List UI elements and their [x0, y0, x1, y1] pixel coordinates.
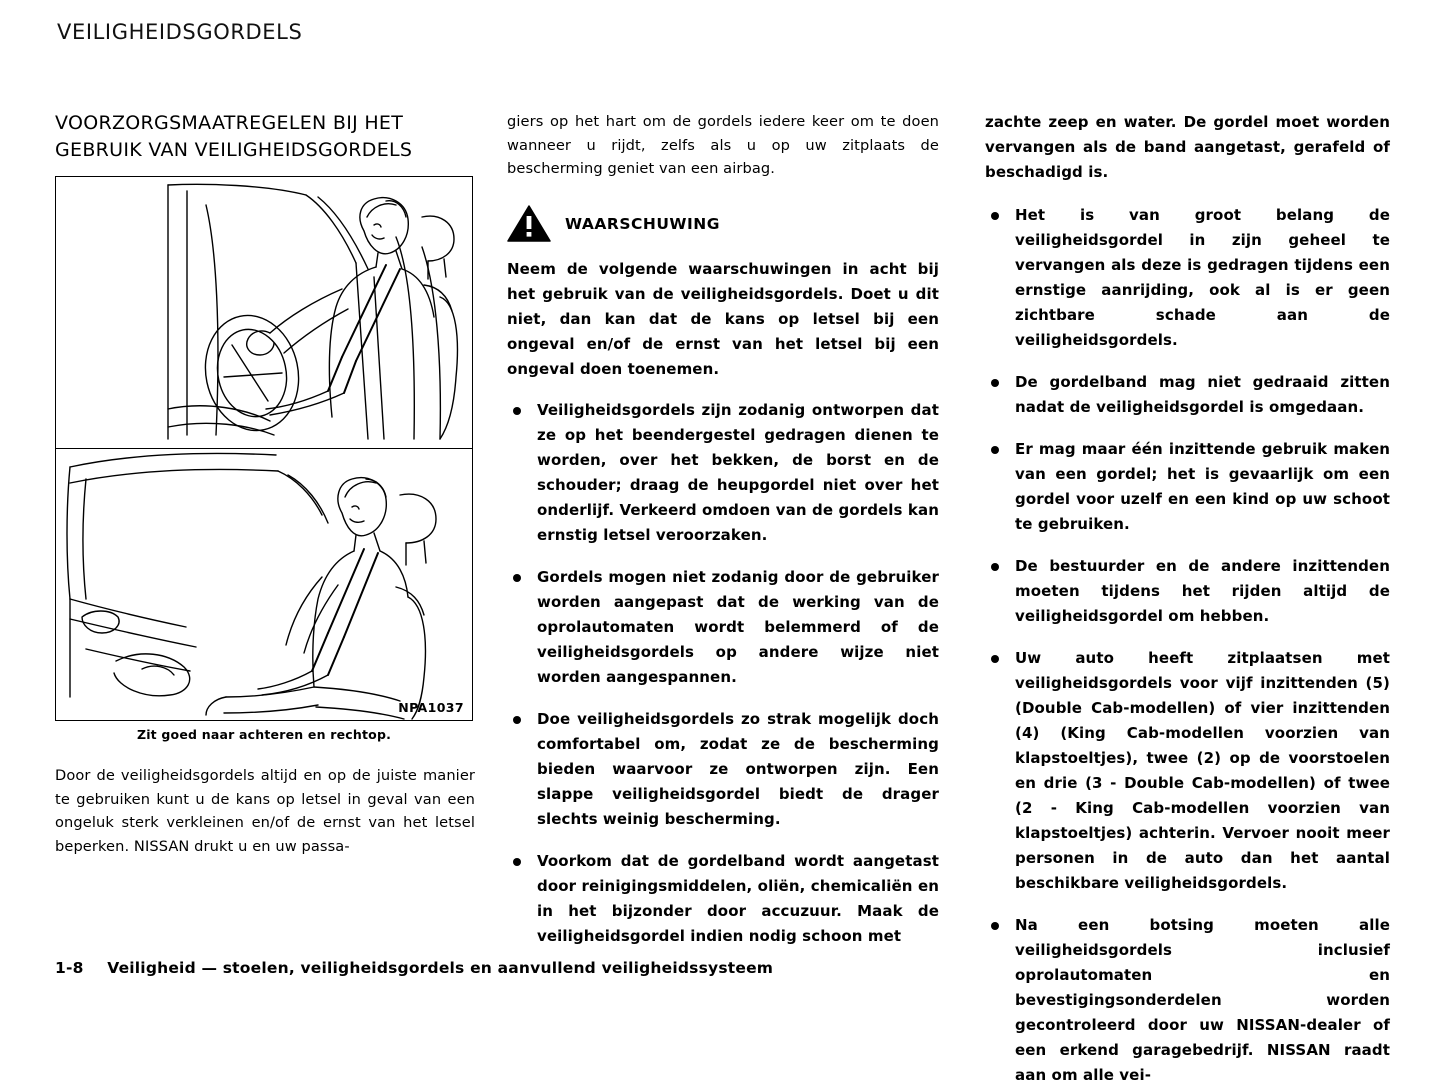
section-title: VOORZORGSMAATREGELEN BIJ HET GEBRUIK VAN VEILIGHEIDSGORDELS: [55, 112, 413, 161]
figure-caption: Zit goed naar achteren en rechtop.: [136, 727, 392, 742]
posture-illustration-svg: [56, 449, 473, 721]
page-title: VEILIGHEIDSGORDELS: [57, 20, 303, 44]
list-item: Gordels mogen niet zodanig door de gebruiker worden aangepast dat de werking van de oprolautomaten wordt belemmerd of de veiligheidsgordels op andere wijze niet worden aangespannen.: [507, 565, 939, 690]
list-item: Doe veiligheidsgordels zo strak mogelijk doch comfortabel om, zodat ze de bescherming bieden waarvoor ze ontworpen zijn. Een slappe veiligheidsgordel biedt de drager slechts weinig bescherming.: [507, 707, 939, 832]
warning-triangle-icon: [507, 205, 551, 243]
figure-code: NPA1037: [398, 700, 464, 715]
list-item: Voorkom dat de gordelband wordt aangetast door reinigingsmiddelen, oliën, chemicaliën en in het bijzonder door accuzuur. Maak de veiligheidsgordel indien nodig schoon met: [507, 849, 939, 949]
column-right: [985, 110, 1390, 1084]
footer-chapter-title: Veiligheid — stoelen, veiligheidsgordels en aanvullend veiligheidssysteem: [107, 959, 774, 977]
figure-illustration: [55, 176, 473, 721]
figure-bottom-posture: [56, 449, 473, 721]
list-item: Uw auto heeft zitplaatsen met veiligheidsgordels voor vijf inzittenden (5) (Double Cab-modellen) of vier inzittenden (4) (King Cab-modellen voorzien van klapstoeltjes), twee (2) op de voorstoelen en drie (3 - Double Cab-modellen) of twee (2 - King Cab-modellen voorzien van klapstoeltjes) achterin. Vervoer nooit meer personen in de auto dan het aantal beschikbare veiligheidsgordels.: [985, 646, 1390, 896]
list-item: De bestuurder en de andere inzittenden moeten tijdens het rijden altijd de veiligheidsgordel om hebben.: [985, 554, 1390, 629]
footer-page-number: 1-8: [55, 959, 84, 977]
list-item: Na een botsing moeten alle veiligheidsgordels inclusief oprolautomaten en bevestigingsonderdelen worden gecontroleerd door uw NISSAN-dealer of een erkend garagebedrijf. NISSAN raadt aan om alle vei-: [985, 913, 1390, 1088]
figure-top-driver: [56, 177, 473, 448]
list-item: Er mag maar één inzittende gebruik maken van een gordel; het is gevaarlijk om een gordel voor uzelf en een kind op uw schoot te gebruiken.: [985, 437, 1390, 537]
column2-bullet-list: [507, 398, 939, 949]
warning-lead-text: Neem de volgende waarschuwingen in acht bij het gebruik van de veiligheidsgordels. Doet u dit niet, dan kan dat de kans op letsel bij een ongeval en/of de ernst van het letsel bij een ongeval doen toenemen.: [507, 259, 939, 378]
column-middle: [507, 110, 939, 945]
list-item: Het is van groot belang de veiligheidsgordel in zijn geheel te vervangen als deze is gedragen tijdens een ernstige aanrijding, ook al is er geen zichtbare schade aan de veiligheidsgordels.: [985, 203, 1390, 353]
column1-paragraph: Door de veiligheidsgordels altijd en op de juiste manier te gebruiken kunt u de kans op letsel in geval van een ongeluk sterk verkleinen en/of de ernst van het letsel beperken. NISSAN drukt u en uw passa-: [55, 767, 475, 855]
column-left: [55, 110, 475, 900]
page-footer: [55, 959, 773, 977]
column2-intro: giers op het hart om de gordels iedere keer om te doen wanneer u rijdt, zelfs als u op uw zitplaats de bescherming geniet van een airbag.: [507, 113, 939, 177]
column3-lead: zachte zeep en water. De gordel moet worden vervangen als de band aangetast, gerafeld of beschadigd is.: [985, 113, 1390, 181]
list-item: De gordelband mag niet gedraaid zitten nadat de veiligheidsgordel is omgedaan.: [985, 370, 1390, 420]
warning-header: [507, 205, 939, 243]
warning-label: WAARSCHUWING: [565, 214, 720, 233]
list-item: Veiligheidsgordels zijn zodanig ontworpen dat ze op het beendergestel gedragen dienen te worden, over het bekken, de borst en de schouder; draag de heupgordel niet over het onderlijf. Verkeerd omdoen van de gordels kan ernstig letsel veroorzaken.: [507, 398, 939, 548]
column3-bullet-list: [985, 203, 1390, 1088]
driver-illustration-svg: [56, 177, 473, 448]
